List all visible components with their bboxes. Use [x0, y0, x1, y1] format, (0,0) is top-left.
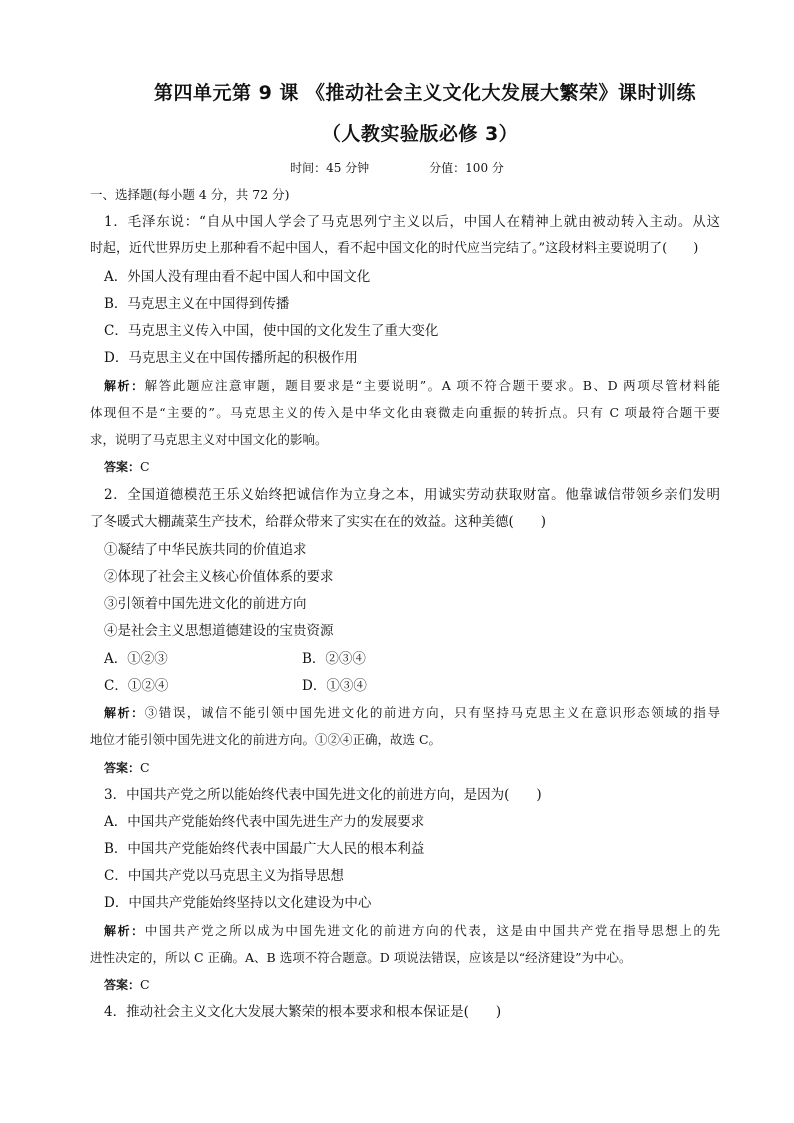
q1-option-a: A．外国人没有理由看不起中国人和中国文化: [104, 269, 371, 285]
answer-label: 答案：: [104, 978, 141, 992]
q2-stem-line-2: 了冬暖式大棚蔬菜生产技术，给群众带来了实实在在的效益。这种美德( ): [90, 514, 547, 530]
q3-analysis-text-1: 中国共产党之所以成为中国先进文化的前进方向的代表，这是由中国共产党在指导思想上的先: [144, 923, 720, 938]
q1-stem-line-2: 时起，近代世界历史上那种看不起中国人，看不起中国文化的时代应当完结了。”这段材料主要说明了( ): [90, 241, 699, 256]
analysis-label: 解析：: [104, 706, 145, 720]
q3-option-a: A．中国共产党能始终代表中国先进生产力的发展要求: [104, 814, 425, 830]
q3-analysis-line-2: 进性决定的，所以 C 正确。A、B 选项不符合题意。D 项说法错误，应该是以“经济建设”为中心。: [90, 950, 632, 965]
q2-statement-4: ④是社会主义思想道德建设的宝贵资源: [104, 623, 334, 639]
q2-option-a: A．①②③: [104, 651, 168, 667]
q1-analysis-line-3: 求，说明了马克思主义对中国文化的影响。: [90, 432, 328, 447]
document-subtitle: （人教实验版必修 3）: [321, 123, 519, 145]
q2-analysis-line-1: [104, 704, 720, 722]
analysis-label: 解析：: [104, 379, 145, 393]
q4-stem: 4．推动社会主义文化大发展大繁荣的根本要求和根本保证是( ): [104, 1004, 502, 1020]
q2-statement-2: ②体现了社会主义核心价值体系的要求: [104, 569, 334, 585]
q2-analysis-line-2: 地位才能引领中国先进文化的前进方向。①②④正确，故选 C。: [90, 732, 442, 747]
q3-option-d: D．中国共产党能始终坚持以文化建设为中心: [104, 895, 372, 911]
q2-option-b: B．②③④: [302, 651, 366, 667]
q1-option-c: C．马克思主义传入中国，使中国的文化发生了重大变化: [104, 323, 439, 339]
q2-option-d: D．①③④: [302, 678, 367, 694]
answer-label: 答案：: [104, 761, 141, 775]
q3-analysis-line-1: [104, 922, 720, 940]
q3-option-c: C．中国共产党以马克思主义为指导思想: [104, 868, 344, 884]
q3-answer-value: C: [140, 977, 150, 992]
q1-analysis-line-1: [104, 377, 720, 395]
q2-statement-1: ①凝结了中华民族共同的价值追求: [104, 542, 307, 558]
q3-stem: 3．中国共产党之所以能始终代表中国先进文化的前进方向，是因为( ): [104, 787, 542, 803]
q3-option-b: B．中国共产党能始终代表中国最广大人民的根本利益: [104, 841, 425, 857]
q2-analysis-text-1: ③错误，诚信不能引领中国先进文化的前进方向，只有坚持马克思主义在意识形态领域的指导: [144, 705, 720, 720]
q1-answer-value: C: [140, 459, 150, 474]
q1-option-b: B．马克思主义在中国得到传播: [104, 296, 290, 312]
q2-option-c: C．①②④: [104, 678, 169, 694]
q1-answer: [104, 458, 724, 476]
analysis-label: 解析：: [104, 924, 145, 938]
answer-label: 答案：: [104, 460, 141, 474]
q1-analysis-text-1: 解答此题应注意审题，题目要求是“主要说明”。A 项不符合题干要求。B、D 两项尽管材料能: [144, 378, 720, 393]
q2-stem-line-1: 2．全国道德模范王乐义始终把诚信作为立身之本，用诚实劳动获取财富。他靠诚信带领乡亲们发明: [104, 487, 720, 503]
q2-answer: [104, 759, 724, 777]
total-score: 分值：100 分: [429, 161, 504, 175]
q1-option-d: D．马克思主义在中国传播所起的积极作用: [104, 350, 358, 366]
exam-meta: [0, 159, 794, 176]
q2-answer-value: C: [140, 760, 150, 775]
q3-answer: [104, 976, 724, 994]
q2-statement-3: ③引领着中国先进文化的前进方向: [104, 596, 307, 612]
q1-stem-line-1: 1．毛泽东说：“自从中国人学会了马克思列宁主义以后，中国人在精神上就由被动转入主动。从这: [104, 214, 720, 230]
q1-analysis-line-2: 体现但不是“主要的”。马克思主义的传入是中华文化由衰微走向重振的转折点。只有 C 项最符合题干要: [90, 405, 720, 420]
section-heading: 一、选择题(每小题 4 分，共 72 分): [90, 187, 290, 202]
time-limit: 时间：45 分钟: [290, 161, 370, 175]
document-title: 第四单元第 9 课 《推动社会主义文化大发展大繁荣》课时训练: [153, 82, 697, 104]
